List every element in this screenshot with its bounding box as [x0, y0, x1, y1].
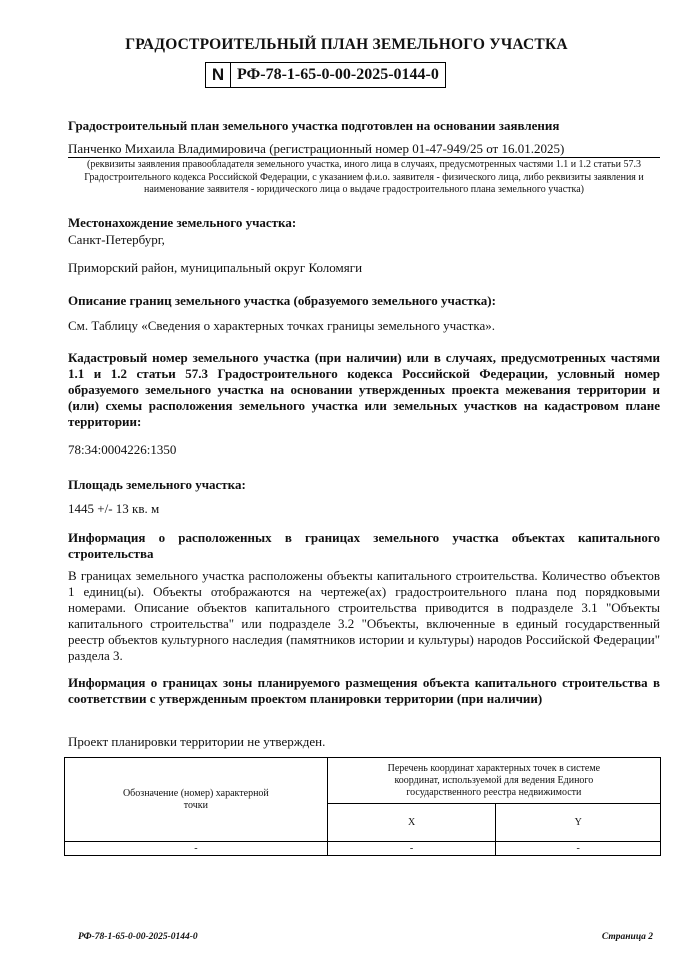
basis-applicant: Панченко Михаила Владимировича (регистрационный номер 01-47-949/25 от 16.01.2025) [68, 141, 660, 158]
location-line2: Приморский район, муниципальный округ Коломяги [68, 260, 363, 275]
y-cell: - [496, 842, 661, 856]
zone-heading: Информация о границах зоны планируемого размещения объекта капитального строительства в соответствии с утвержденным проектом планировки территории (при наличии) [68, 675, 660, 706]
capital-objects-heading: Информация о расположенных в границах земельного участка объектах капитального строительства [68, 530, 660, 561]
footer-page-number: Страница 2 [601, 932, 653, 942]
page-title: ГРАДОСТРОИТЕЛЬНЫЙ ПЛАН ЗЕМЕЛЬНОГО УЧАСТКА [125, 36, 568, 53]
point-designation-header: Обозначение (номер) характерной точки [65, 758, 328, 842]
table-row [65, 842, 661, 856]
plan-number-value: РФ-78-1-65-0-00-2025-0144-0 [231, 62, 446, 88]
x-cell: - [327, 842, 496, 856]
y-header: Y [496, 804, 661, 842]
footer-plan-number: РФ-78-1-65-0-00-2025-0144-0 [78, 932, 198, 942]
location-heading: Местонахождение земельного участка: [68, 215, 297, 230]
point-cell: - [65, 842, 328, 856]
area-heading: Площадь земельного участка: [68, 477, 246, 492]
location-line1: Санкт-Петербург, [68, 232, 165, 247]
plan-number-prefix: N [205, 62, 231, 88]
x-header: X [327, 804, 496, 842]
basis-heading: Градостроительный план земельного участка подготовлен на основании заявления [68, 118, 560, 133]
zone-text: Проект планировки территории не утвержден. [68, 734, 326, 749]
plan-number-box [205, 62, 446, 88]
boundaries-heading: Описание границ земельного участка (образуемого земельного участка): [68, 293, 496, 308]
cadastral-heading: Кадастровый номер земельного участка (при наличии) или в случаях, предусмотренных частями 1.1 и 1.2 статьи 57.3 Градостроительного кодекса Российской Федерации, условный номер образуемого земельного участка на основании утвержденных проекта межевания территории и (или) схемы расположения земельного участка или земельных участков на кадастровом плане территории: [68, 350, 660, 429]
coordinates-group-header: Перечень координат характерных точек в системе координат, используемой для ведения Единого государственного реестра недвижимости [327, 758, 660, 804]
boundaries-text: См. Таблицу «Сведения о характерных точках границы земельного участка». [68, 318, 495, 333]
coordinates-table [64, 757, 661, 856]
cadastral-value: 78:34:0004226:1350 [68, 442, 177, 457]
area-value: 1445 +/- 13 кв. м [68, 501, 160, 516]
basis-note: (реквизиты заявления правообладателя земельного участка, иного лица в случаях, предусмотренных частями 1.1 и 1.2 статьи 57.3 Градостроительного кодекса Российской Федерации, с указанием ф.и.о. заявителя - физического лица, либо реквизиты заявления и наименование заявителя - юридического лица о выдаче градостроительного плана земельного участка) [84, 159, 644, 195]
capital-objects-text: В границах земельного участка расположены объекты капитального строительства. Количество объектов 1 единиц(ы). Объекты отображаются на чертеже(ах) градостроительного плана под порядковыми номерами. Описание объектов капитального строительства приводится в подразделе 3.1 "Объекты капитального строительства" или подразделе 3.2 "Объекты, включенные в единый государственный реестр объектов культурного наследия (памятников истории и культуры) народов Российской Федерации" раздела 3. [68, 568, 660, 663]
